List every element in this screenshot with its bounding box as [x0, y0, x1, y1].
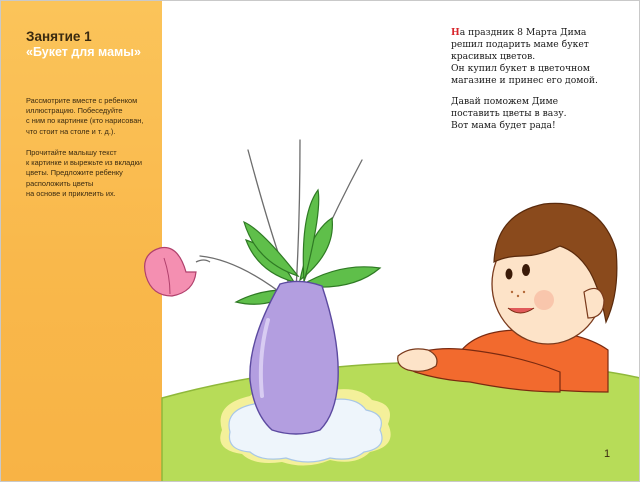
story-line: красивых цветов.	[451, 51, 536, 62]
story-line: решил подарить маме букет	[451, 39, 589, 50]
instruction-line: расположить цветы	[26, 178, 94, 188]
boy-freckle	[517, 295, 519, 297]
dropcap-letter: Н	[451, 27, 460, 38]
boy-eye	[506, 269, 513, 280]
boy	[398, 203, 617, 392]
lesson-subtitle: «Букет для мамы»	[26, 45, 141, 59]
instruction-line: цветы. Предложите ребенку	[26, 168, 123, 178]
boy-eye	[522, 264, 530, 276]
story-line: Давай поможем Диме	[451, 96, 559, 107]
instruction-line: Рассмотрите вместе с ребенком	[26, 96, 138, 105]
boy-freckle	[523, 291, 525, 293]
instruction-line: к картинке и вырежьте из вкладки	[26, 158, 142, 168]
boy-ear	[584, 288, 604, 318]
story-paragraph-2	[451, 96, 631, 132]
instruction-line: на основе и приклеить их.	[26, 188, 116, 198]
story-line: Вот мама будет рада!	[451, 120, 556, 131]
tulip	[145, 248, 210, 297]
instruction-line: иллюстрацию. Побеседуйте	[26, 106, 123, 116]
instruction-line: что стоит на столе и т. д.).	[26, 126, 116, 136]
story-paragraph-1	[451, 27, 631, 87]
story-line: магазине и принес его домой.	[451, 75, 598, 86]
story-line	[451, 27, 631, 39]
story-line: поставить цветы в вазу.	[451, 108, 567, 119]
page-number: 1	[604, 448, 611, 460]
boy-hand	[398, 349, 437, 371]
instruction-line: Прочитайте малышу текст	[26, 148, 117, 157]
boy-cheek	[534, 290, 554, 310]
story-line: Он купил букет в цветочном	[451, 63, 590, 74]
story-line-rest: а праздник 8 Марта Дима	[459, 27, 587, 38]
lesson-title: Занятие 1	[26, 29, 92, 44]
instruction-line: с ним по картинке (кто нарисован,	[26, 116, 144, 126]
boy-freckle	[511, 291, 513, 293]
